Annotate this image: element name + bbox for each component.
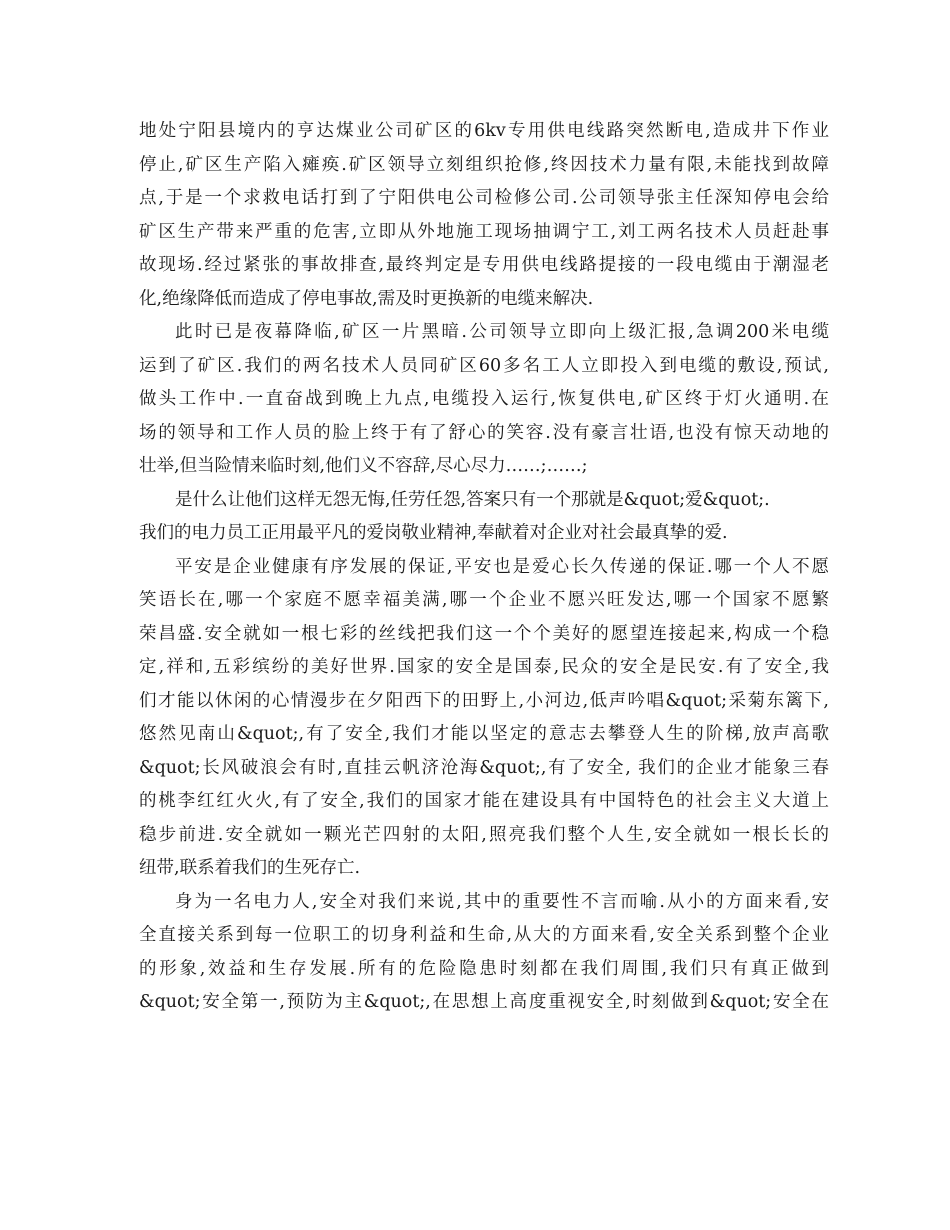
text-line: 的桃李红红火火,有了安全,我们的国家才能在建设具有中国特色的社会主义大道上 (139, 791, 829, 811)
text-line: 做头工作中.一直奋战到晚上九点,电缆投入运行,恢复供电,矿区终于灯火通明.在 (139, 389, 829, 409)
text-line: 场的领导和工作人员的脸上终于有了舒心的笑容.没有豪言壮语,也没有惊天动地的 (139, 422, 829, 443)
text-line: 壮举,但当险情来临时刻,他们义不容辞,尽心尽力……;……; (139, 456, 588, 476)
text-line: 们才能以休闲的心情漫步在夕阳西下的田野上,小河边,低声吟唱&quot;采菊东篱下, (139, 690, 829, 711)
text-line: &quot;长风破浪会有时,直挂云帆济沧海&quot;,有了安全, 我们的企业才能象三春 (139, 757, 829, 778)
text-line: 故现场.经过紧张的事故排查,最终判定是专用供电线路提接的一段电缆由于潮湿老 (139, 255, 829, 275)
text-line: 荣昌盛.安全就如一根七彩的丝线把我们这一个个美好的愿望连接起来,构成一个稳 (139, 623, 829, 644)
text-line: 是什么让他们这样无怨无悔,任劳任怨,答案只有一个那就是&quot;爱&quot;. (175, 489, 770, 510)
text-line: &quot;安全第一,预防为主&quot;,在思想上高度重视安全,时刻做到&quot;安全在 (139, 992, 829, 1012)
text-line: 化,绝缘降低而造成了停电事故,需及时更换新的电缆来解决. (139, 288, 594, 309)
text-line: 矿区生产带来严重的危害,立即从外地施工现场抽调宁工,刘工两名技术人员赶赴事 (139, 221, 829, 242)
text-line: 运到了矿区.我们的两名技术人员同矿区60多名工人立即投入到电缆的敷设,预试, (139, 355, 829, 376)
text-line: 我们的电力员工正用最平凡的爱岗敬业精神,奉献着对企业对社会最真挚的爱. (139, 523, 728, 543)
text-line: 的形象,效益和生存发展.所有的危险隐患时刻都在我们周围,我们只有真正做到 (139, 958, 829, 979)
text-line: 笑语长在,哪一个家庭不愿幸福美满,哪一个企业不愿兴旺发达,哪一个国家不愿繁 (139, 590, 829, 610)
text-line: 纽带,联系着我们的生死存亡. (139, 858, 361, 878)
text-line: 定,祥和,五彩缤纷的美好世界.国家的安全是国泰,民众的安全是民安.有了安全,我 (139, 657, 829, 677)
text-line: 停止,矿区生产陷入瘫痪.矿区领导立刻组织抢修,终因技术力量有限,未能找到故障 (139, 154, 829, 175)
text-line: 平安是企业健康有序发展的保证,平安也是爱心长久传递的保证.哪一个人不愿 (175, 556, 829, 577)
text-line: 稳步前进.安全就如一颗光芒四射的太阳,照亮我们整个人生,安全就如一根长长的 (139, 824, 829, 845)
text-line: 点,于是一个求救电话打到了宁阳供电公司检修公司.公司领导张主任深知停电会给 (139, 188, 829, 208)
text-line: 悠然见南山&quot;,有了安全,我们才能以坚定的意志去攀登人生的阶梯,放声高歌 (139, 724, 829, 744)
document-body (139, 115, 829, 1020)
text-line: 全直接关系到每一位职工的切身利益和生命,从大的方面来看,安全关系到整个企业 (139, 925, 829, 945)
text-line: 身为一名电力人,安全对我们来说,其中的重要性不言而喻.从小的方面来看,安 (175, 891, 829, 912)
text-line: 地处宁阳县境内的亨达煤业公司矿区的6kv专用供电线路突然断电,造成井下作业 (139, 121, 829, 141)
text-line: 此时已是夜幕降临,矿区一片黑暗.公司领导立即向上级汇报,急调200米电缆 (175, 322, 829, 342)
